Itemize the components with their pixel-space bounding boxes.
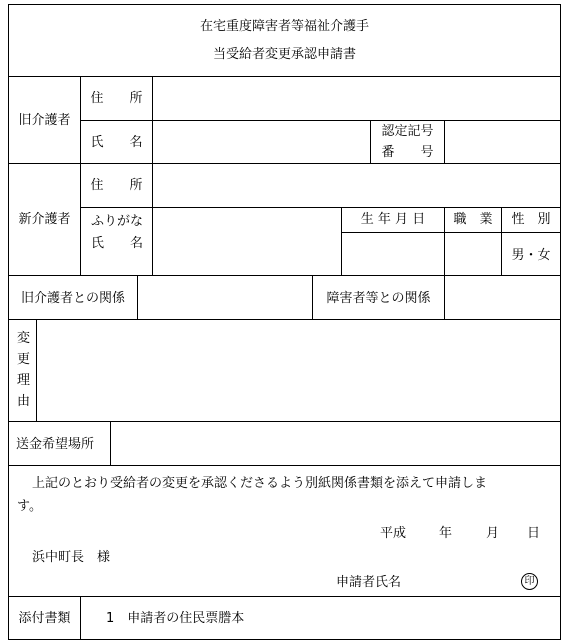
date-year-label: 年 xyxy=(439,526,453,541)
birth-date-label: 生 年 月 日 xyxy=(360,212,426,227)
seal-mark-text: 印 xyxy=(524,576,535,587)
remit-field[interactable] xyxy=(110,421,561,466)
cert-number-field[interactable] xyxy=(444,120,561,164)
old-address-label: 住 所 xyxy=(90,91,143,106)
new-address-field[interactable] xyxy=(152,163,561,208)
reason-field[interactable] xyxy=(36,319,561,422)
reason-label-char: 更 xyxy=(17,352,31,367)
applicant-name-label: 申請者氏名 xyxy=(336,575,402,590)
old-caregiver-label: 旧介護者 xyxy=(18,113,71,128)
new-name-label: 氏 名 xyxy=(91,236,144,251)
sex-label: 性 別 xyxy=(511,212,551,227)
reason-label-char: 由 xyxy=(17,394,31,409)
reason-label-char: 変 xyxy=(17,331,31,346)
relation-old-label: 旧介護者との関係 xyxy=(20,291,125,306)
old-name-field[interactable] xyxy=(152,120,371,164)
occupation-label: 職 業 xyxy=(453,212,493,227)
reason-label-char: 理 xyxy=(17,373,31,388)
remit-label: 送金希望場所 xyxy=(16,437,95,452)
birth-date-field[interactable] xyxy=(341,232,445,276)
old-name-label: 氏 名 xyxy=(90,135,143,150)
relation-old-field[interactable] xyxy=(137,275,313,320)
new-name-field[interactable] xyxy=(152,207,342,276)
occupation-field[interactable] xyxy=(444,232,502,276)
seal-mark-icon xyxy=(521,573,538,590)
form-title-line1: 在宅重度障害者等福祉介護手 xyxy=(199,19,369,34)
furigana-label: ふりがな xyxy=(91,214,144,229)
new-caregiver-label: 新介護者 xyxy=(18,212,71,227)
date-day-label: 日 xyxy=(527,526,541,541)
attach-label: 添付書類 xyxy=(18,611,71,626)
old-address-field[interactable] xyxy=(152,76,561,121)
statement-text-line2: す。 xyxy=(17,499,42,514)
form-title-line2: 当受給者変更承認申請書 xyxy=(212,47,356,62)
relation-disabled-field[interactable] xyxy=(444,275,561,320)
reason-label xyxy=(17,328,30,412)
cert-number-label-line2: 番 号 xyxy=(381,145,434,160)
date-era: 平成 xyxy=(380,526,407,541)
addressee: 浜中町長 様 xyxy=(32,550,111,565)
new-address-label: 住 所 xyxy=(90,178,143,193)
date-month-label: 月 xyxy=(486,526,500,541)
attach-item: 1 申請者の住民票謄本 xyxy=(106,611,245,626)
sex-options[interactable]: 男・女 xyxy=(511,248,551,263)
cert-number-label-line1: 認定記号 xyxy=(381,124,434,139)
statement-text-line1: 上記のとおり受給者の変更を承認くださるよう別紙関係書類を添えて申請しま xyxy=(32,476,488,491)
relation-disabled-label: 障害者等との関係 xyxy=(326,291,431,306)
